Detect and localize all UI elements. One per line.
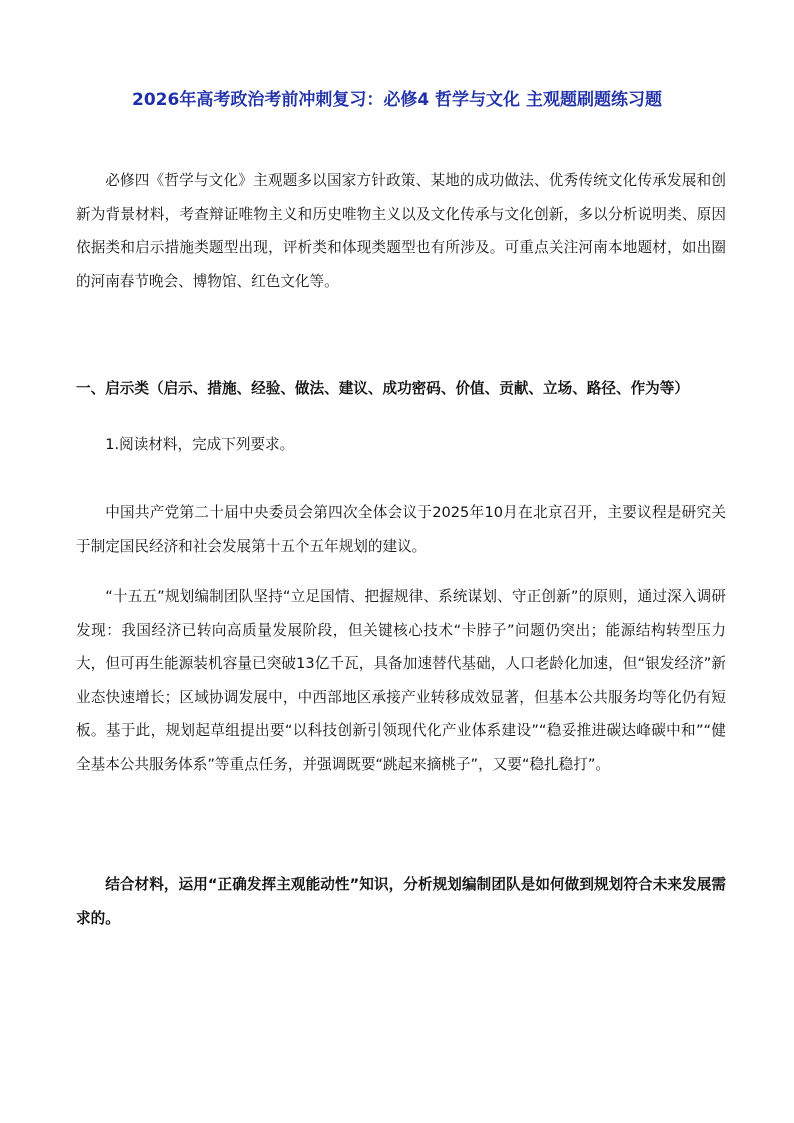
- question-1-prompt: 1.阅读材料，完成下列要求。: [105, 436, 295, 453]
- document-title: 2026年高考政治考前冲刺复习：必修4 哲学与文化 主观题刷题练习题: [132, 90, 662, 110]
- section-one-heading: 一、启示类（启示、措施、经验、做法、建议、成功密码、价值、贡献、立场、路径、作为等）: [76, 380, 689, 397]
- material-paragraph-1: 中国共产党第二十届中央委员会第四次全体会议于2025年10月在北京召开，主要议程是研究关于制定国民经济和社会发展第十五个五年规划的建议。: [76, 504, 726, 555]
- question-task: 结合材料，运用“正确发挥主观能动性”知识，分析规划编制团队是如何做到规划符合未来发展需求的。: [76, 876, 726, 927]
- material-paragraph-2: “十五五”规划编制团队坚持“立足国情、把握规律、系统谋划、守正创新”的原则，通过深入调研发现：我国经济已转向高质量发展阶段，但关键核心技术“卡脖子”问题仍突出；能源结构转型压力大，但可再生能源装机容量已突破13亿千瓦，具备加速替代基础，人口老龄化加速，但“银发经济”新业态快速增长；区域协调发展中，中西部地区承接产业转移成效显著，但基本公共服务均等化仍有短板。基于此，规划起草组提出要“以科技创新引领现代化产业体系建设”“稳妥推进碳达峰碳中和”“健全基本公共服务体系”等重点任务，并强调既要“跳起来摘桃子”，又要“稳扎稳打”。: [76, 588, 726, 773]
- intro-paragraph: 必修四《哲学与文化》主观题多以国家方针政策、某地的成功做法、优秀传统文化传承发展和创新为背景材料，考查辩证唯物主义和历史唯物主义以及文化传承与文化创新，多以分析说明类、原因依据类和启示措施类题型出现，评析类和体现类题型也有所涉及。可重点关注河南本地题材，如出圈的河南春节晚会、博物馆、红色文化等。: [76, 172, 726, 290]
